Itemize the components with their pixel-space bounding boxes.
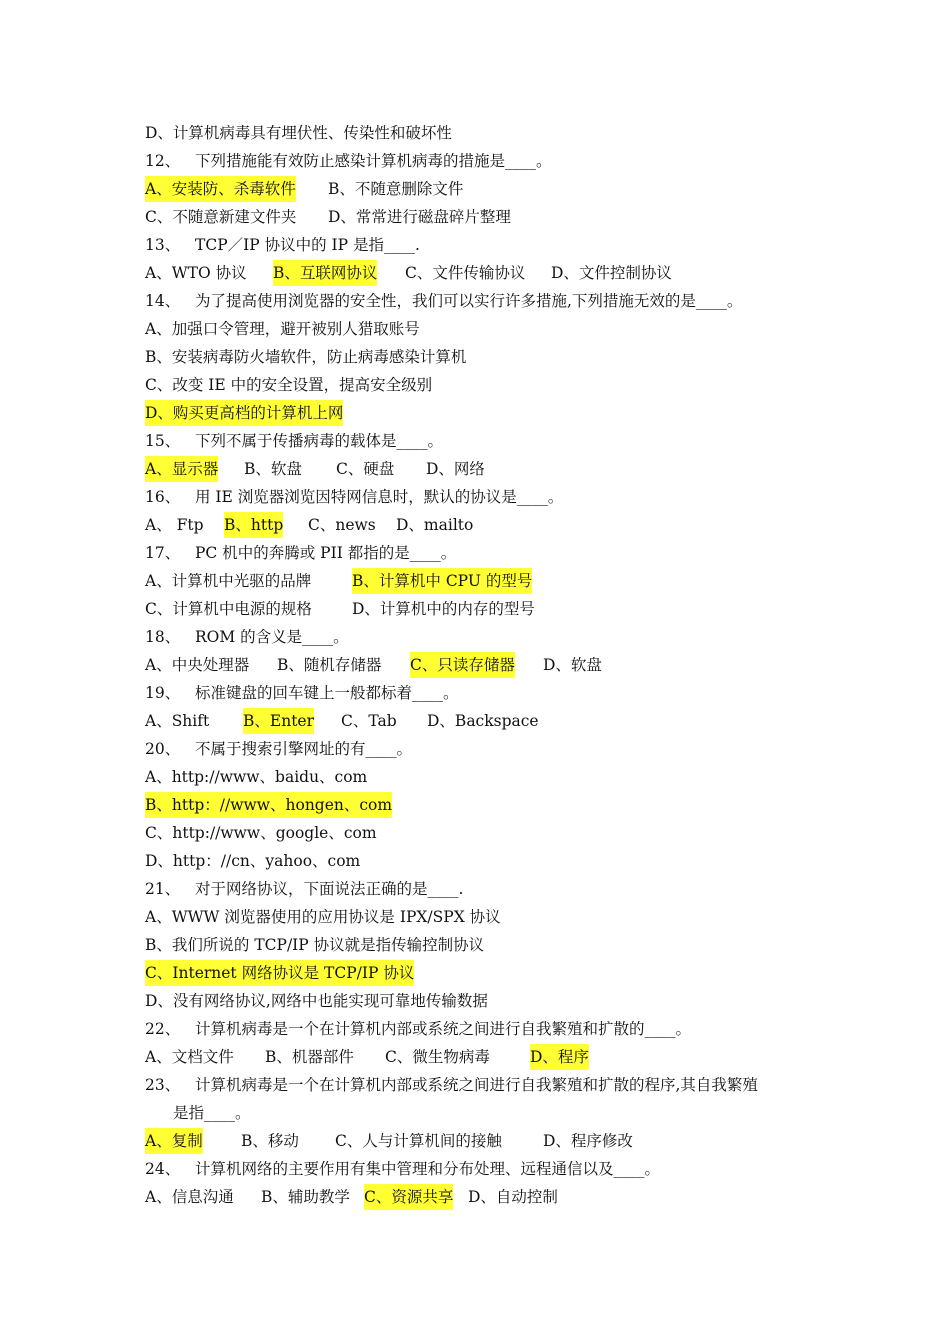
text-line bbox=[145, 960, 414, 986]
text-segment: 16、 用 IE 浏览器浏览因特网信息时，默认的协议是____。 bbox=[145, 488, 564, 506]
text-segment: 13、 TCP／IP 协议中的 IP 是指____. bbox=[145, 236, 420, 254]
text-segment: B、机器部件 bbox=[265, 1048, 354, 1066]
text-line bbox=[145, 904, 501, 930]
text-line bbox=[145, 288, 742, 314]
text-segment: 20、 不属于搜索引擎网址的有____。 bbox=[145, 740, 413, 758]
text-segment: 12、 下列措施能有效防止感染计算机病毒的措施是____。 bbox=[145, 152, 552, 170]
highlighted-answer: C、只读存储器 bbox=[410, 652, 515, 678]
highlighted-answer: B、互联网协议 bbox=[273, 260, 377, 286]
text-line bbox=[173, 1100, 251, 1126]
highlighted-answer: B、http：//www、hongen、com bbox=[145, 792, 392, 818]
text-segment: A、http://www、baidu、com bbox=[145, 768, 368, 786]
highlighted-answer: C、资源共享 bbox=[364, 1184, 453, 1210]
highlighted-answer: D、程序 bbox=[530, 1044, 589, 1070]
text-segment: B、软盘 bbox=[244, 460, 302, 478]
text-line bbox=[145, 540, 456, 566]
highlighted-answer: A、显示器 bbox=[145, 456, 218, 482]
text-line bbox=[145, 1156, 660, 1182]
text-segment: D、http：//cn、yahoo、com bbox=[145, 852, 361, 870]
text-segment: C、news bbox=[308, 516, 376, 534]
text-segment: C、人与计算机间的接触 bbox=[335, 1132, 502, 1150]
text-segment: D、mailto bbox=[396, 516, 474, 534]
text-segment: B、不随意删除文件 bbox=[328, 180, 464, 198]
text-segment: C、不随意新建文件夹 bbox=[145, 208, 297, 226]
text-segment: C、文件传输协议 bbox=[405, 264, 526, 282]
text-line bbox=[145, 792, 392, 818]
text-segment: D、自动控制 bbox=[468, 1188, 558, 1206]
highlighted-answer: B、计算机中 CPU 的型号 bbox=[352, 568, 532, 594]
text-segment: C、微生物病毒 bbox=[385, 1048, 490, 1066]
text-segment: 24、 计算机网络的主要作用有集中管理和分布处理、远程通信以及____。 bbox=[145, 1160, 661, 1178]
text-line bbox=[145, 148, 552, 174]
text-segment: B、随机存储器 bbox=[277, 656, 382, 674]
text-segment: C、改变 IE 中的安全设置，提高安全级别 bbox=[145, 376, 433, 394]
text-segment: 17、 PC 机中的奔腾或 PII 都指的是____。 bbox=[145, 544, 457, 562]
text-line bbox=[145, 932, 484, 958]
text-segment: 14、 为了提高使用浏览器的安全性，我们可以实行许多措施,下列措施无效的是____。 bbox=[145, 292, 743, 310]
text-line bbox=[145, 736, 412, 762]
text-line bbox=[145, 316, 420, 342]
text-line bbox=[145, 988, 488, 1014]
text-segment: D、计算机病毒具有埋伏性、传染性和破坏性 bbox=[145, 124, 452, 142]
text-line bbox=[145, 680, 459, 706]
text-line bbox=[145, 624, 349, 650]
highlighted-answer: A、复制 bbox=[145, 1128, 203, 1154]
text-segment: A、信息沟通 bbox=[145, 1188, 234, 1206]
text-segment: 19、 标准键盘的回车键上一般都标着____。 bbox=[145, 684, 459, 702]
text-line bbox=[145, 876, 463, 902]
text-segment: A、加强口令管理，避开被别人猎取账号 bbox=[145, 320, 420, 338]
text-segment: D、常常进行磁盘碎片整理 bbox=[328, 208, 511, 226]
highlighted-answer: D、购买更高档的计算机上网 bbox=[145, 400, 343, 426]
text-segment: C、计算机中电源的规格 bbox=[145, 600, 312, 618]
text-segment: 是指____。 bbox=[173, 1104, 251, 1122]
text-segment: B、安装病毒防火墙软件，防止病毒感染计算机 bbox=[145, 348, 467, 366]
text-segment: D、程序修改 bbox=[543, 1132, 633, 1150]
text-line bbox=[145, 1072, 758, 1098]
text-line bbox=[145, 820, 377, 846]
text-segment: 21、 对于网络协议，下面说法正确的是____. bbox=[145, 880, 464, 898]
text-segment: D、没有网络协议,网络中也能实现可靠地传输数据 bbox=[145, 992, 488, 1010]
text-segment: 18、 ROM 的含义是____。 bbox=[145, 628, 349, 646]
text-segment: 15、 下列不属于传播病毒的载体是____。 bbox=[145, 432, 444, 450]
text-segment: C、硬盘 bbox=[336, 460, 395, 478]
text-line bbox=[145, 120, 452, 146]
text-line bbox=[145, 232, 420, 258]
highlighted-answer: B、Enter bbox=[243, 708, 314, 734]
highlighted-answer: C、Internet 网络协议是 TCP/IP 协议 bbox=[145, 960, 414, 986]
text-segment: D、网络 bbox=[426, 460, 485, 478]
text-segment: C、Tab bbox=[341, 712, 397, 730]
text-line bbox=[145, 1016, 691, 1042]
text-segment: C、http://www、google、com bbox=[145, 824, 377, 842]
text-segment: 22、 计算机病毒是一个在计算机内部或系统之间进行自我繁殖和扩散的____。 bbox=[145, 1020, 692, 1038]
text-segment: A、文档文件 bbox=[145, 1048, 234, 1066]
text-segment: D、计算机中的内存的型号 bbox=[352, 600, 535, 618]
text-line bbox=[145, 400, 343, 426]
text-segment: A、 Ftp bbox=[145, 516, 204, 534]
text-segment: B、我们所说的 TCP/IP 协议就是指传输控制协议 bbox=[145, 936, 485, 954]
text-segment: A、中央处理器 bbox=[145, 656, 250, 674]
text-segment: B、移动 bbox=[241, 1132, 299, 1150]
highlighted-answer: A、安装防、杀毒软件 bbox=[145, 176, 296, 202]
text-segment: 23、 计算机病毒是一个在计算机内部或系统之间进行自我繁殖和扩散的程序,其自我繁殖 bbox=[145, 1076, 758, 1094]
text-segment: D、软盘 bbox=[543, 656, 602, 674]
text-line bbox=[145, 372, 432, 398]
text-line bbox=[145, 484, 563, 510]
text-segment: B、辅助教学 bbox=[261, 1188, 350, 1206]
text-segment: A、计算机中光驱的品牌 bbox=[145, 572, 312, 590]
highlighted-answer: B、http bbox=[224, 512, 283, 538]
text-line bbox=[145, 428, 443, 454]
text-line bbox=[145, 764, 367, 790]
text-segment: A、WTO 协议 bbox=[145, 264, 247, 282]
text-segment: D、文件控制协议 bbox=[551, 264, 672, 282]
text-line bbox=[145, 344, 466, 370]
text-segment: D、Backspace bbox=[427, 712, 539, 730]
text-segment: A、WWW 浏览器使用的应用协议是 IPX/SPX 协议 bbox=[145, 908, 501, 926]
text-segment: A、Shift bbox=[145, 712, 210, 730]
text-line bbox=[145, 848, 360, 874]
